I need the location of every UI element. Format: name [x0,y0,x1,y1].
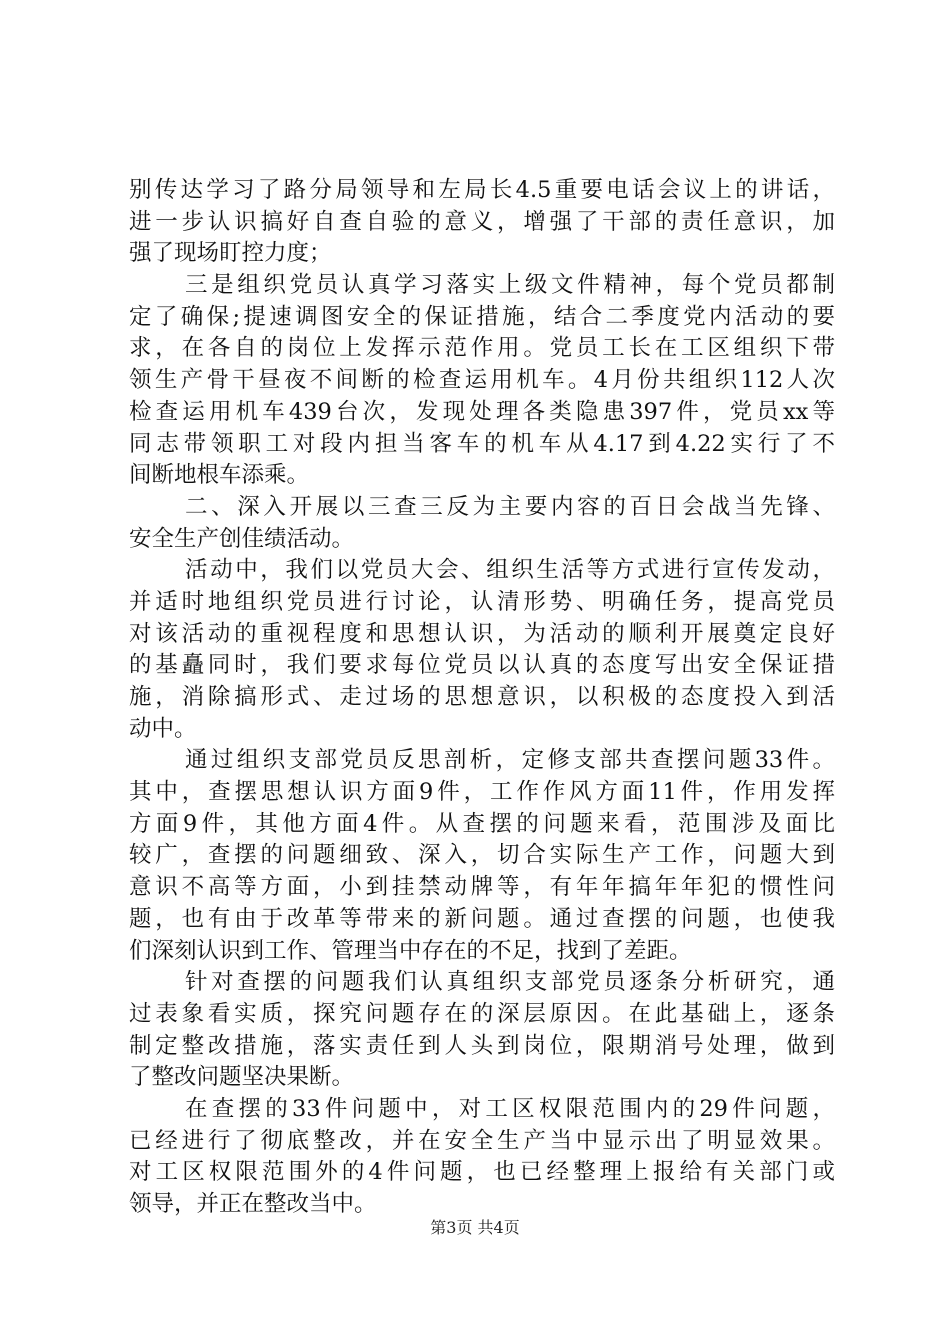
text-line: 领导，并正在整改当中。 [129,1191,377,1217]
text-line: 二、深入开展以三查三反为主要内容的百日会战当先锋、 [185,493,835,520]
text-line: 定了确保;提速调图安全的保证措施，结合二季度党内活动的要 [129,303,835,330]
text-line: 意识不高等方面，小到挂禁动牌等，有年年搞年年犯的惯性问 [129,874,835,901]
text-line: 检查运用机车439台次，发现处理各类隐患397件，党员xx等 [129,398,835,425]
text-line: 求，在各自的岗位上发挥示范作用。党员工长在工区组织下带 [129,335,835,362]
text-line: 对该活动的重视程度和思想认识，为活动的顺利开展奠定良好 [129,620,835,647]
text-line: 领生产骨干昼夜不间断的检查运用机车。4月份共组织112人次 [129,367,835,394]
text-line: 安全生产创佳绩活动。 [129,525,355,552]
text-line: 动中。 [129,715,197,742]
text-line: 三是组织党员认真学习落实上级文件精神，每个党员都制 [185,272,835,299]
text-line: 通过组织支部党员反思剖析，定修支部共查摆问题33件。 [185,747,835,774]
text-line: 了整改问题坚决果断。 [129,1064,355,1091]
text-line: 同志带领职工对段内担当客车的机车从4.17到4.22实行了不 [129,430,835,457]
document-body [129,175,835,1221]
text-line: 活动中，我们以党员大会、组织生活等方式进行宣传发动， [185,557,835,584]
text-line: 并适时地组织党员进行讨论，认清形势、明确任务，提高党员 [129,588,835,615]
text-line: 过表象看实质，探究问题存在的深层原因。在此基础上，逐条 [129,1000,835,1027]
text-line: 进一步认识搞好自查自验的意义，增强了干部的责任意识，加 [129,208,835,235]
text-line: 的基矗同时，我们要求每位党员以认真的态度写出安全保证措 [129,652,835,679]
text-line: 较广，查摆的问题细致、深入，切合实际生产工作，问题大到 [129,842,835,869]
text-line: 们深刻认识到工作、管理当中存在的不足，找到了差距。 [129,937,692,964]
text-line: 题，也有由于改革等带来的新问题。通过查摆的问题，也使我 [129,905,835,932]
text-line: 制定整改措施，落实责任到人头到岗位，限期消号处理，做到 [129,1032,835,1059]
text-line: 对工区权限范围外的4件问题，也已经整理上报给有关部门或 [129,1159,835,1186]
text-line: 间断地根车添乘。 [129,462,310,489]
text-line: 强了现场盯控力度； [129,240,332,267]
text-line: 已经进行了彻底整改，并在安全生产当中显示出了明显效果。 [129,1127,835,1154]
text-line: 针对查摆的问题我们认真组织支部党员逐条分析研究，通 [185,969,835,996]
text-line: 别传达学习了路分局领导和左局长4.5重要电话会议上的讲话， [129,177,835,203]
text-line: 其中，查摆思想认识方面9件，工作作风方面11件，作用发挥 [129,779,835,806]
page-footer: 第3页 共4页 [430,1218,520,1237]
text-line: 方面9件，其他方面4件。从查摆的问题来看，范围涉及面比 [129,810,835,837]
text-line: 在查摆的33件问题中，对工区权限范围内的29件问题， [185,1095,835,1122]
text-line: 施，消除搞形式、走过场的思想意识，以积极的态度投入到活 [129,684,835,710]
